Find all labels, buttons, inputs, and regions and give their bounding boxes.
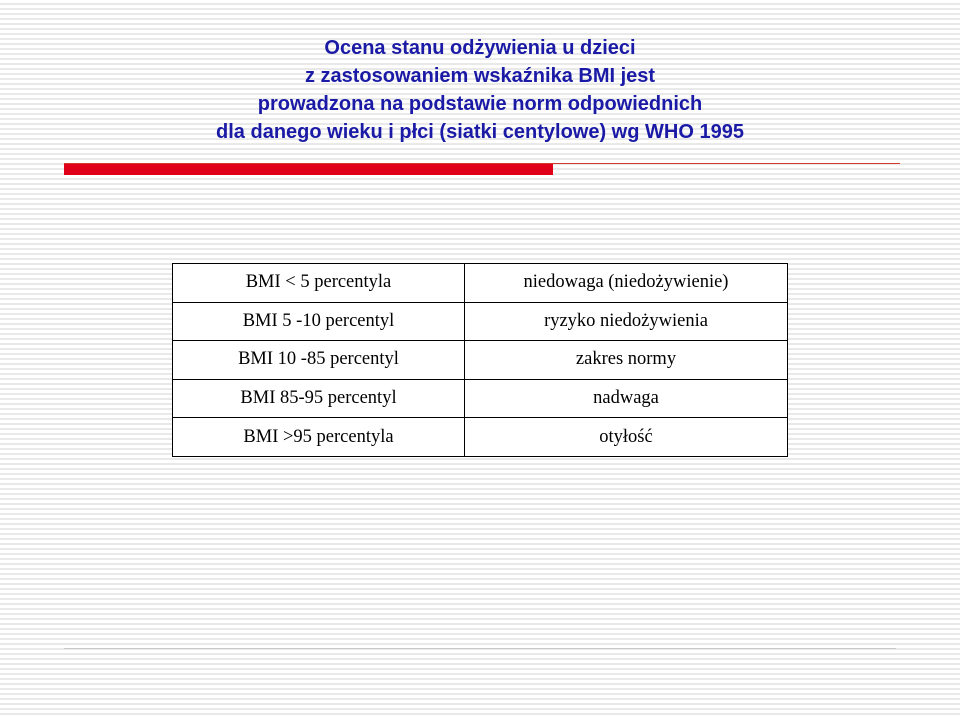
table-row [173,341,788,380]
footer-divider [64,648,896,649]
bmi-range-cell: BMI >95 percentyla [173,418,465,457]
nutrition-status-cell: nadwaga [465,379,788,418]
nutrition-status-cell: otyłość [465,418,788,457]
bmi-range-cell: BMI 10 -85 percentyl [173,341,465,380]
nutrition-status-cell: niedowaga (niedożywienie) [465,264,788,303]
table-row [173,418,788,457]
title-line-1: Ocena stanu odżywienia u dzieci [324,37,636,59]
nutrition-status-cell: zakres normy [465,341,788,380]
title-line-3: prowadzona na podstawie norm odpowiednich [257,93,703,115]
table-row [173,379,788,418]
bmi-range-cell: BMI 5 -10 percentyl [173,302,465,341]
bmi-classification-table [172,263,788,457]
table-row [173,264,788,303]
bmi-range-cell: BMI < 5 percentyla [173,264,465,303]
bmi-range-cell: BMI 85-95 percentyl [173,379,465,418]
table-row [173,302,788,341]
nutrition-status-cell: ryzyko niedożywienia [465,302,788,341]
slide-title [60,34,900,146]
title-divider-accent-bar [64,164,553,175]
title-line-2: z zastosowaniem wskaźnika BMI jest [304,65,656,87]
title-line-4: dla danego wieku i płci (siatki centylowe) wg WHO 1995 [216,121,744,143]
